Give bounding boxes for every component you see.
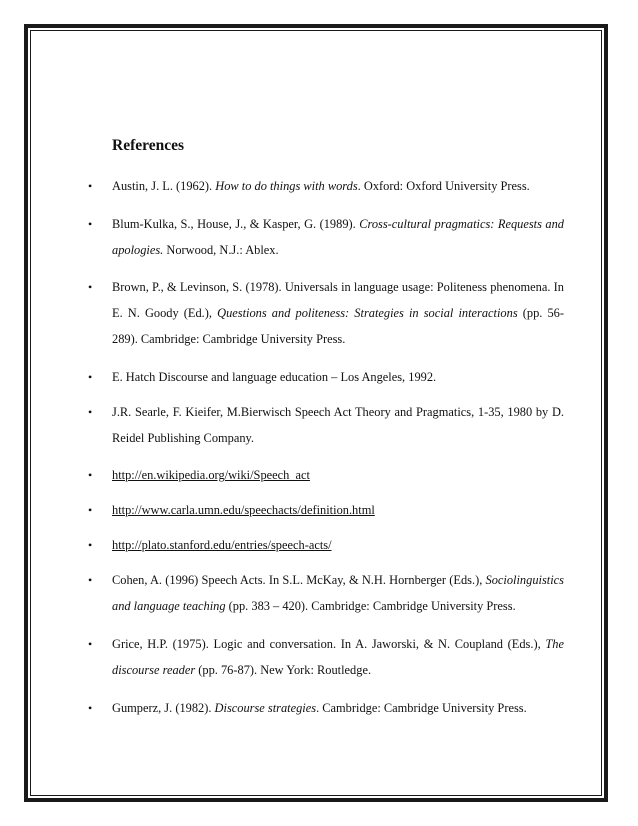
bullet-icon: • [88, 216, 93, 231]
reference-title: Discourse strategies [214, 700, 317, 715]
reference-link-stanford[interactable]: http://plato.stanford.edu/entries/speech-acts/ [112, 538, 332, 553]
bullet-icon: • [88, 573, 93, 588]
reference-publisher: (pp. 76-87). New York: Routledge. [195, 662, 372, 677]
reference-text: J.R. Searle, F. Kieifer, M.Bierwisch Speech Act Theory and Pragmatics, 1-35, 1980 by D. Reidel Publishing Company. [112, 404, 564, 445]
bullet-icon: • [88, 636, 93, 651]
reference-publisher: Norwood, N.J.: Ablex. [163, 242, 279, 257]
reference-item [88, 211, 564, 263]
references-heading: References [112, 137, 185, 154]
reference-publisher: (pp. 383 – 420). Cambridge: Cambridge University Press. [225, 599, 516, 614]
reference-authors: Gumperz, J. (1982). [112, 700, 215, 715]
reference-item [88, 274, 564, 352]
reference-authors: Austin, J. L. (1962). [112, 179, 216, 193]
bullet-icon: • [88, 179, 93, 193]
references-list [88, 173, 564, 721]
references-section [88, 136, 564, 732]
reference-authors: Cohen, A. (1996) Speech Acts. In S.L. McKay, & N.H. Hornberger (Eds.), [112, 573, 486, 588]
reference-item [88, 462, 564, 488]
reference-text: E. Hatch Discourse and language education – Los Angeles, 1992. [112, 369, 437, 384]
reference-authors: Blum-Kulka, S., House, J., & Kasper, G. (1989). [112, 216, 360, 231]
reference-link-carla[interactable]: http://www.carla.umn.edu/speechacts/definition.html [112, 503, 375, 518]
bullet-icon: • [88, 280, 93, 295]
reference-authors: Grice, H.P. (1975). Logic and conversation. In A. Jaworski, & N. Coupland (Eds.), [112, 636, 546, 651]
reference-item [88, 497, 564, 523]
reference-title: Cross-cultural pragmatics: Requests and apologies. [112, 216, 564, 257]
reference-publisher: (pp. 56-289). Cambridge: Cambridge University Press. [112, 306, 565, 347]
bullet-icon: • [88, 503, 93, 518]
bullet-icon: • [88, 369, 93, 384]
reference-item [88, 631, 564, 683]
reference-title: The discourse reader [112, 636, 564, 677]
bullet-icon: • [88, 468, 93, 483]
reference-title: How to do things with words [215, 179, 358, 193]
reference-item [88, 567, 564, 619]
reference-item [88, 399, 564, 451]
bullet-icon: • [88, 538, 93, 553]
bullet-icon: • [88, 404, 93, 419]
reference-publisher: . Cambridge: Cambridge University Press. [316, 700, 527, 715]
reference-item [88, 695, 564, 721]
reference-item [88, 532, 564, 558]
reference-authors: Brown, P., & Levinson, S. (1978). Universals in language usage: Politeness phenomena. In E. N. Goody (Ed.), [112, 280, 564, 321]
reference-title: Sociolinguistics and language teaching [112, 573, 564, 614]
reference-title: Questions and politeness: Strategies in social interactions [217, 306, 518, 321]
bullet-icon: • [88, 700, 93, 715]
reference-item [88, 364, 564, 390]
reference-publisher: . Oxford: Oxford University Press. [357, 179, 530, 193]
reference-link-wikipedia[interactable]: http://en.wikipedia.org/wiki/Speech_act [112, 468, 310, 483]
reference-item [88, 173, 564, 199]
